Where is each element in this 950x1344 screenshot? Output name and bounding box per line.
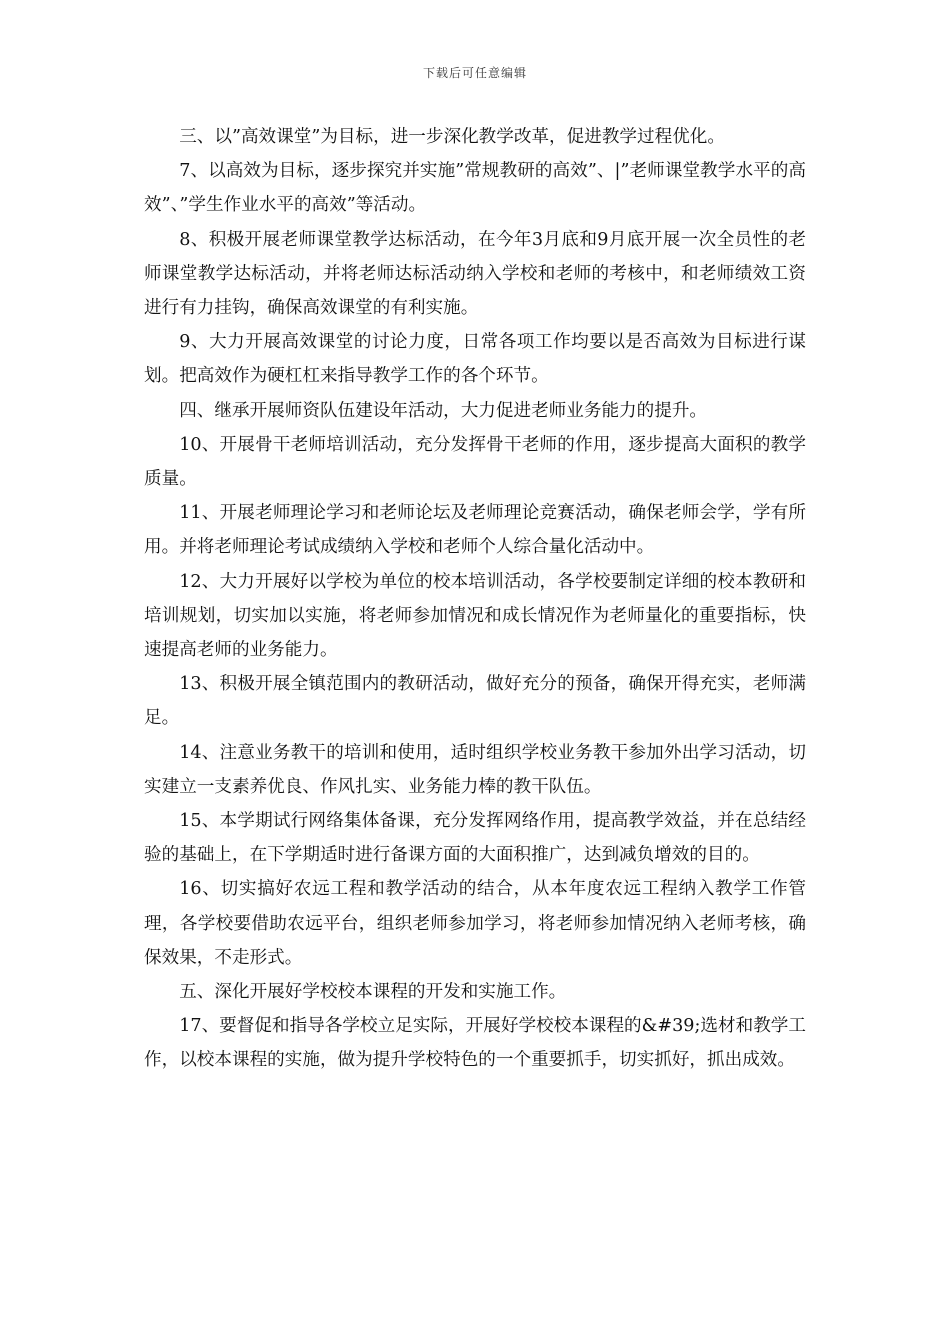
paragraph-item-12: 12、大力开展好以学校为单位的校本培训活动，各学校要制定详细的校本教研和培训规划，切实加以实施，将老师参加情况和成长情况作为老师量化的重要指标，快速提高老师的业务能力。	[144, 571, 806, 661]
paragraph-item-8: 8、积极开展老师课堂教学达标活动，在今年3月底和9月底开展一次全员性的老师课堂教学达标活动，并将老师达标活动纳入学校和老师的考核中，和老师绩效工资进行有力挂钩，确保高效课堂的有利实施。	[144, 229, 806, 319]
paragraph-section-3: 三、以”高效课堂”为目标，进一步深化教学改革，促进教学过程优化。	[179, 127, 725, 147]
paragraph-item-17: 17、要督促和指导各学校立足实际，开展好学校校本课程的&#39;选材和教学工作，以校本课程的实施，做为提升学校特色的一个重要抓手，切实抓好，抓出成效。	[144, 1016, 806, 1071]
paragraph-item-10: 10、开展骨干老师培训活动，充分发挥骨干老师的作用，逐步提高大面积的教学质量。	[144, 434, 806, 490]
paragraph-item-7: 7、以高效为目标，逐步探究并实施”常规教研的高效”、|”老师课堂教学水平的高效”、”学生作业水平的高效”等活动。	[144, 161, 806, 216]
paragraph-item-11: 11、开展老师理论学习和老师论坛及老师理论竞赛活动，确保老师会学，学有所用。并将老师理论考试成绩纳入学校和老师个人综合量化活动中。	[144, 503, 806, 558]
paragraph-item-16: 16、切实搞好农远工程和教学活动的结合，从本年度农远工程纳入教学工作管理，各学校要借助农远平台，组织老师参加学习，将老师参加情况纳入老师考核，确保效果，不走形式。	[144, 879, 806, 968]
paragraph-item-9: 9、大力开展高效课堂的讨论力度，日常各项工作均要以是否高效为目标进行谋划。把高效作为硬杠杠来指导教学工作的各个环节。	[144, 332, 806, 387]
paragraph-item-15: 15、本学期试行网络集体备课，充分发挥网络作用，提高教学效益，并在总结经验的基础上，在下学期适时进行备课方面的大面积推广，达到减负增效的目的。	[144, 811, 806, 866]
paragraph-item-13: 13、积极开展全镇范围内的教研活动，做好充分的预备，确保开得充实，老师满足。	[144, 674, 806, 729]
paragraph-section-4: 四、继承开展师资队伍建设年活动，大力促进老师业务能力的提升。	[179, 400, 708, 421]
document-body	[144, 120, 806, 1078]
paragraph-section-5: 五、深化开展好学校校本课程的开发和实施工作。	[179, 982, 567, 1003]
paragraph-item-14: 14、注意业务教干的培训和使用，适时组织学校业务教干参加外出学习活动，切实建立一支素养优良、作风扎实、业务能力棒的教干队伍。	[144, 742, 806, 797]
page-header: 下载后可任意编辑	[422, 66, 527, 80]
